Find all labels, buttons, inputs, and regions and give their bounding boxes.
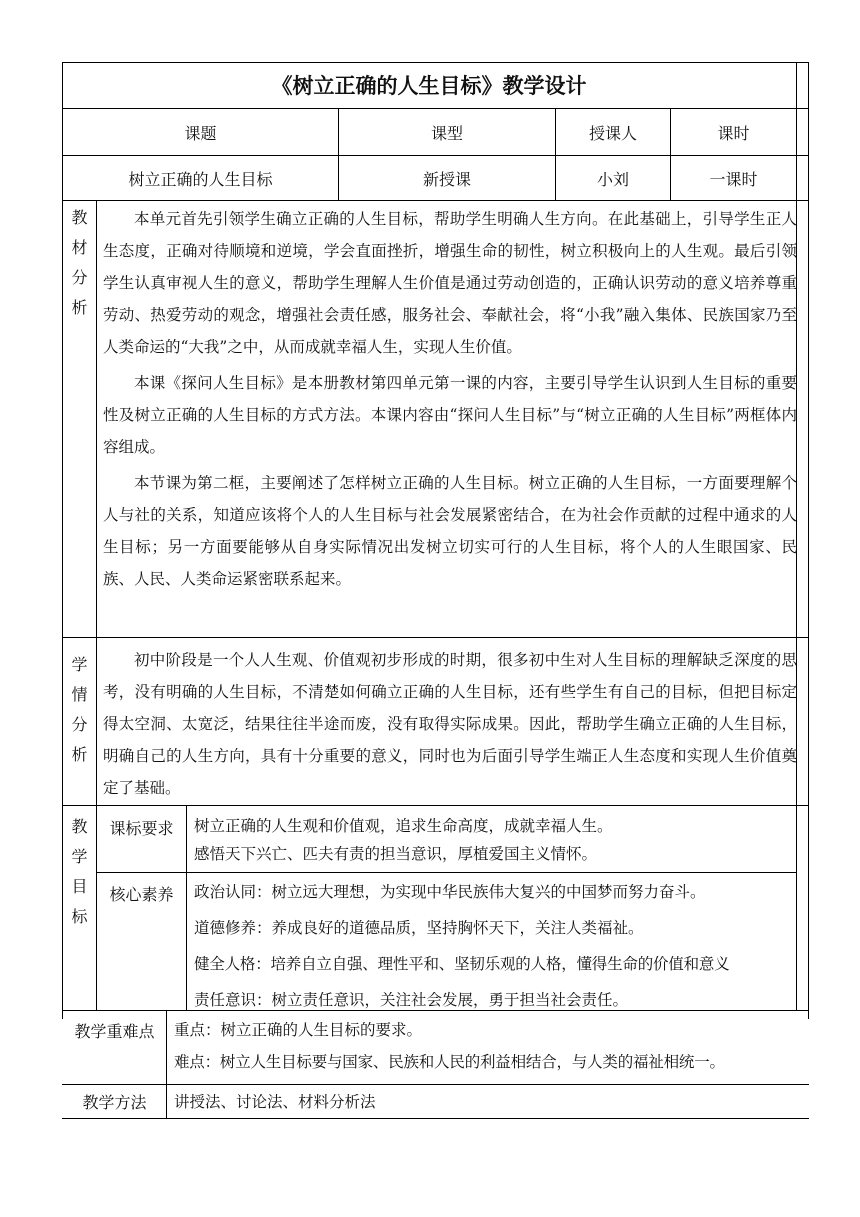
students-paragraph: 初中阶段是一个人人生观、价值观初步形成的时期，很多初中生对人生目标的理解缺乏深度的思考，没有明确的人生目标，不清楚如何确立正确的人生目标，还有些学生有自己的目标，但把目标定得太空洞、太宽泛，结果往往半途而废，没有取得实际成果。因此，帮助学生确立正确的人生目标，明确自己的人生方向，具有十分重要的意义，同时也为后面引导学生端正人生态度和实现人生价值奠定了基础。 bbox=[103, 651, 797, 797]
info-hours: 一课时 bbox=[709, 169, 758, 189]
page-title: 《树立正确的人生目标》教学设计 bbox=[271, 73, 587, 98]
goals-label-cell bbox=[63, 812, 96, 932]
bottom-label-divider bbox=[166, 1010, 167, 1118]
standard-line-2: 感悟天下兴亡、匹夫有责的担当意识，厚植爱国主义情怀。 bbox=[194, 845, 598, 863]
textbook-paragraph-2: 本课《探问人生目标》是本册教材第四单元第一课的内容，主要引导学生认识到人生目标的重要性及树立正确的人生目标的方式方法。本课内容由“探问人生目标”与“树立正确的人生目标”两框体内容组成。 bbox=[103, 374, 797, 456]
header-topic: 课题 bbox=[184, 123, 217, 143]
methods-text: 讲授法、讨论法、材料分析法 bbox=[174, 1092, 376, 1111]
standard-label: 课标要求 bbox=[109, 818, 174, 838]
core-line-3: 健全人格：培养自立自强、理性平和、坚韧乐观的人格，懂得生命的价值和意义 bbox=[194, 955, 730, 973]
rule-textbook bbox=[62, 637, 809, 638]
students-label-cell bbox=[63, 650, 96, 770]
core-line-4: 责任意识：树立责任意识，关注社会发展，勇于担当社会责任。 bbox=[194, 991, 629, 1009]
rule-standard bbox=[96, 872, 796, 873]
info-teacher: 小刘 bbox=[596, 169, 629, 189]
keypoints-line-1: 重点：树立正确的人生目标的要求。 bbox=[174, 1021, 423, 1039]
border-right-outer bbox=[808, 62, 809, 1019]
header-hours: 课时 bbox=[717, 123, 750, 143]
textbook-label: 教材分析 bbox=[71, 208, 88, 317]
textbook-paragraph-3: 本节课为第二框，主要阐述了怎样树立正确的人生目标。树立正确的人生目标，一方面要理解个人与社的关系，知道应该将个人的人生目标与社会发展紧密结合，在为社会作贡献的过程中通求的人生目标；另一方面要能够从自身实际情况出发树立切实可行的人生目标，将个人的人生眼国家、民族、人民、人类命运紧密联系起来。 bbox=[103, 474, 797, 588]
textbook-label-cell bbox=[63, 203, 96, 323]
core-content bbox=[194, 876, 796, 1016]
sublabel-divider bbox=[186, 805, 187, 1010]
info-type: 新授课 bbox=[422, 169, 471, 189]
rule-bottom bbox=[62, 1118, 809, 1119]
info-topic: 树立正确的人生目标 bbox=[128, 169, 273, 189]
rule-students bbox=[62, 805, 809, 806]
keypoints-content bbox=[174, 1014, 804, 1078]
methods-content bbox=[174, 1085, 774, 1118]
standard-line-1: 树立正确的人生观和价值观，追求生命高度，成就幸福人生。 bbox=[194, 817, 613, 835]
core-line-2: 道德修养：养成良好的道德品质，坚持胸怀天下，关注人类福祉。 bbox=[194, 919, 644, 937]
keypoints-line-2: 难点：树立人生目标要与国家、民族和人民的利益相结合，与人类的福祉相统一。 bbox=[174, 1053, 725, 1071]
rule-info bbox=[62, 200, 809, 201]
goals-label: 教学目标 bbox=[71, 817, 88, 926]
standard-content bbox=[194, 812, 794, 868]
keypoints-label: 教学重难点 bbox=[74, 1021, 155, 1041]
core-line-1: 政治认同：树立远大理想，为实现中华民族伟大复兴的中国梦而努力奋斗。 bbox=[194, 883, 706, 901]
students-label: 学情分析 bbox=[71, 655, 88, 764]
header-type: 课型 bbox=[430, 123, 463, 143]
textbook-content bbox=[103, 203, 797, 595]
header-teacher: 授课人 bbox=[588, 123, 637, 143]
methods-label: 教学方法 bbox=[82, 1093, 147, 1112]
core-label: 核心素养 bbox=[109, 884, 174, 904]
students-content bbox=[103, 644, 797, 804]
textbook-paragraph-1: 本单元首先引领学生确立正确的人生目标，帮助学生明确人生方向。在此基础上，引导学生正人生态度，正确对待顺境和逆境，学会直面挫折，增强生命的韧性，树立积极向上的人生观。最后引领学生认真审视人生的意义，帮助学生理解人生价值是通过劳动创造的，正确认识劳动的意义培养尊重劳动、热爱劳动的观念，增强社会责任感，服务社会、奉献社会，将“小我”融入集体、民族国家乃至人类命运的“大我”之中，从而成就幸福人生，实现人生价值。 bbox=[103, 210, 797, 356]
